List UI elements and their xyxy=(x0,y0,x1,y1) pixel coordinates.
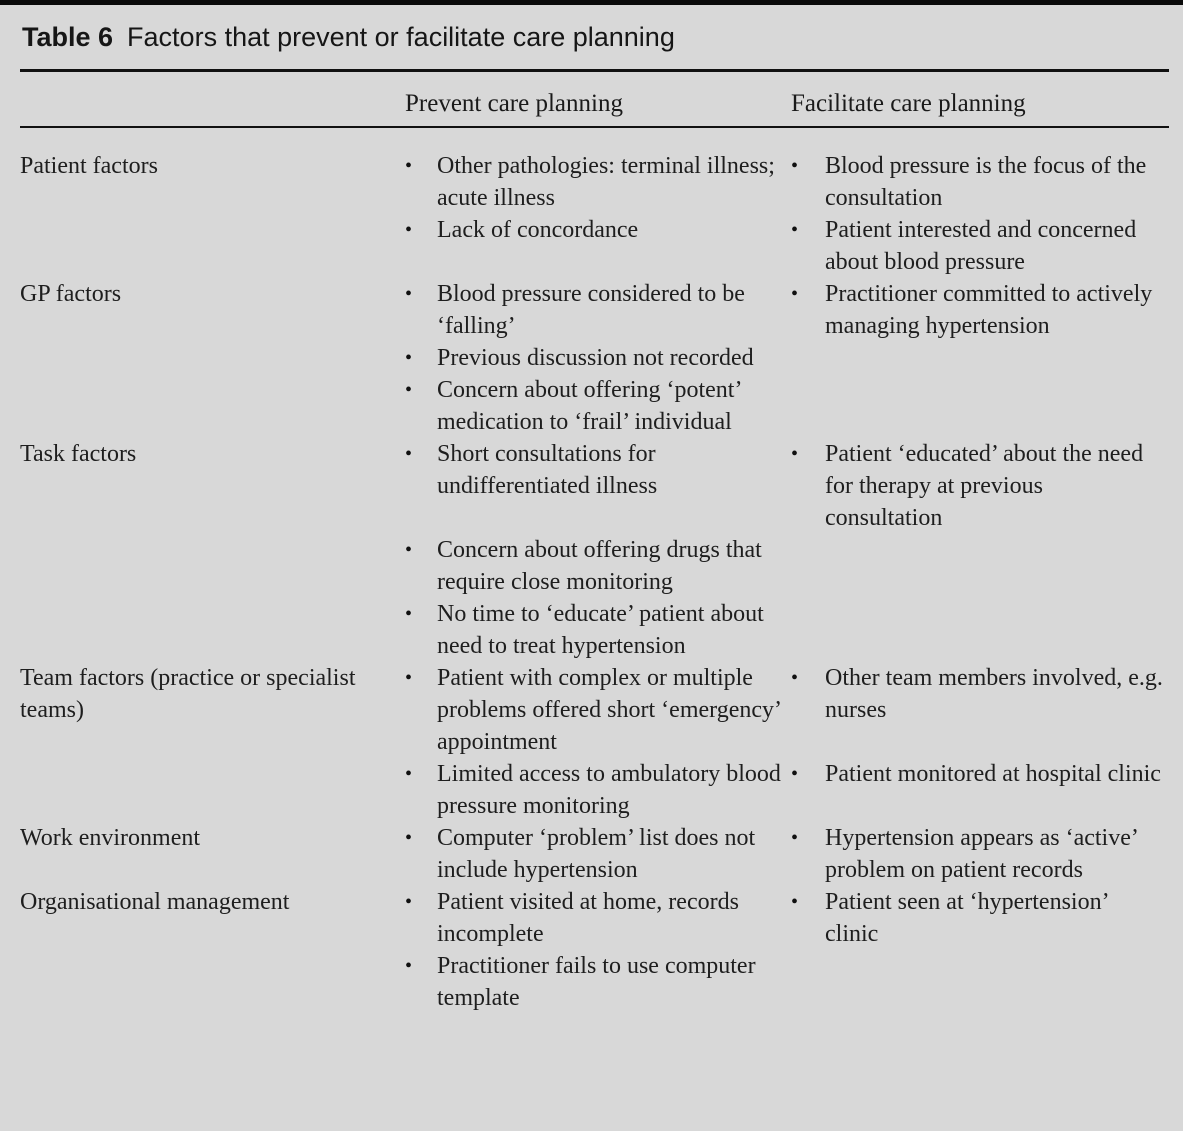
bullet-icon: • xyxy=(405,219,413,241)
bullet-text: Patient monitored at hospital clinic xyxy=(825,761,1161,787)
bullet-icon: • xyxy=(405,347,413,369)
bullet-icon: • xyxy=(405,443,413,465)
bullet-text: Other team members involved, e.g. nurses xyxy=(825,665,1163,723)
table-row xyxy=(20,150,1169,278)
bullet-icon: • xyxy=(405,763,413,785)
column-header-factor xyxy=(20,88,405,120)
prevent-cell xyxy=(405,662,791,822)
bullet-text: Patient seen at ‘hypertension’ clinic xyxy=(825,889,1108,947)
facilitate-list xyxy=(791,150,1169,278)
bullet-text: Patient interested and concerned about blood pressure xyxy=(825,217,1137,275)
row-label: Patient factors xyxy=(20,153,158,179)
prevent-list xyxy=(405,278,791,438)
prevent-cell xyxy=(405,886,791,1014)
header-row xyxy=(20,72,1169,126)
column-header-facilitate: Facilitate care planning xyxy=(791,90,1026,117)
prevent-cell xyxy=(405,278,791,438)
table-row xyxy=(20,662,1169,822)
bullet-item xyxy=(791,214,1169,278)
table-body xyxy=(0,128,1183,1014)
facilitate-cell xyxy=(791,886,1169,1014)
bullet-item xyxy=(791,822,1169,886)
bullet-icon: • xyxy=(405,667,413,689)
bullet-text: No time to ‘educate’ patient about need to treat hypertension xyxy=(437,601,764,659)
bullet-icon: • xyxy=(791,219,799,241)
bullet-icon: • xyxy=(791,763,799,785)
prevent-list xyxy=(405,822,791,886)
bullet-text: Blood pressure is the focus of the consultation xyxy=(825,153,1147,211)
bullet-text: Concern about offering ‘potent’ medication to ‘frail’ individual xyxy=(437,377,741,435)
bullet-item xyxy=(405,662,791,758)
row-label: Task factors xyxy=(20,441,137,467)
bullet-item xyxy=(791,886,1169,950)
facilitate-cell xyxy=(791,662,1169,822)
bullet-icon: • xyxy=(405,827,413,849)
bullet-item xyxy=(405,758,791,822)
table-label: Table 6 xyxy=(22,22,114,52)
bullet-icon: • xyxy=(791,667,799,689)
column-header-prevent: Prevent care planning xyxy=(405,90,623,117)
prevent-list xyxy=(405,662,791,822)
bullet-text: Practitioner fails to use computer template xyxy=(437,953,756,1011)
bullet-item xyxy=(791,662,1169,726)
bullet-icon: • xyxy=(791,283,799,305)
facilitate-list xyxy=(791,822,1169,886)
bullet-item xyxy=(405,886,791,950)
bullet-text: Computer ‘problem’ list does not include hypertension xyxy=(437,825,756,883)
row-label: Organisational management xyxy=(20,889,290,915)
bullet-item xyxy=(791,758,1169,790)
bullet-text: Patient ‘educated’ about the need for therapy at previous consultation xyxy=(825,441,1144,531)
prevent-cell xyxy=(405,438,791,662)
prevent-list xyxy=(405,886,791,1014)
bullet-text: Patient with complex or multiple problems offered short ‘emergency’ appointment xyxy=(437,665,781,755)
facilitate-list xyxy=(791,438,1169,534)
bullet-icon: • xyxy=(405,891,413,913)
facilitate-cell xyxy=(791,822,1169,886)
facilitate-list xyxy=(791,278,1169,342)
facilitate-cell xyxy=(791,278,1169,438)
bullet-icon: • xyxy=(791,443,799,465)
bullet-text: Limited access to ambulatory blood pressure monitoring xyxy=(437,761,781,819)
row-label: Work environment xyxy=(20,825,201,851)
bullet-icon: • xyxy=(791,891,799,913)
bullet-text: Lack of concordance xyxy=(437,217,639,243)
bullet-item xyxy=(405,822,791,886)
bullet-text: Concern about offering drugs that require close monitoring xyxy=(437,537,762,595)
bullet-text: Previous discussion not recorded xyxy=(437,345,754,371)
bullet-icon: • xyxy=(791,827,799,849)
facilitate-cell xyxy=(791,438,1169,662)
bullet-item xyxy=(405,214,791,246)
prevent-list xyxy=(405,150,791,246)
row-label: GP factors xyxy=(20,281,122,307)
bullet-item xyxy=(405,438,791,502)
prevent-cell xyxy=(405,150,791,278)
row-label: Team factors (practice or specialist teams) xyxy=(20,665,356,723)
bullet-item xyxy=(405,950,791,1014)
facilitate-list xyxy=(791,662,1169,790)
bullet-text: Other pathologies: terminal illness; acute illness xyxy=(437,153,775,211)
page-top-rule xyxy=(0,0,1183,5)
bullet-text: Hypertension appears as ‘active’ problem on patient records xyxy=(825,825,1138,883)
bullet-text: Blood pressure considered to be ‘falling’ xyxy=(437,281,745,339)
bullet-item xyxy=(405,534,791,598)
bullet-text: Short consultations for undifferentiated illness xyxy=(437,441,658,499)
bullet-icon: • xyxy=(405,379,413,401)
table-row xyxy=(20,278,1169,438)
table-row xyxy=(20,822,1169,886)
bullet-text: Practitioner committed to actively managing hypertension xyxy=(825,281,1153,339)
bullet-item xyxy=(791,438,1169,534)
table-row xyxy=(20,886,1169,1014)
facilitate-list xyxy=(791,886,1169,950)
bullet-item xyxy=(405,278,791,342)
bullet-item xyxy=(405,598,791,662)
bullet-item xyxy=(791,150,1169,214)
bullet-item xyxy=(791,278,1169,342)
table-caption xyxy=(22,21,1169,53)
facilitate-cell xyxy=(791,150,1169,278)
prevent-list xyxy=(405,438,791,662)
table-row xyxy=(20,438,1169,662)
bullet-icon: • xyxy=(405,539,413,561)
bullet-icon: • xyxy=(791,155,799,177)
bullet-item xyxy=(405,374,791,438)
bullet-item xyxy=(405,342,791,374)
bullet-icon: • xyxy=(405,955,413,977)
bullet-icon: • xyxy=(405,283,413,305)
prevent-cell xyxy=(405,822,791,886)
table-title: Factors that prevent or facilitate care planning xyxy=(127,22,675,52)
bullet-text: Patient visited at home, records incomplete xyxy=(437,889,739,947)
bullet-item xyxy=(405,150,791,214)
bullet-icon: • xyxy=(405,155,413,177)
bullet-icon: • xyxy=(405,603,413,625)
